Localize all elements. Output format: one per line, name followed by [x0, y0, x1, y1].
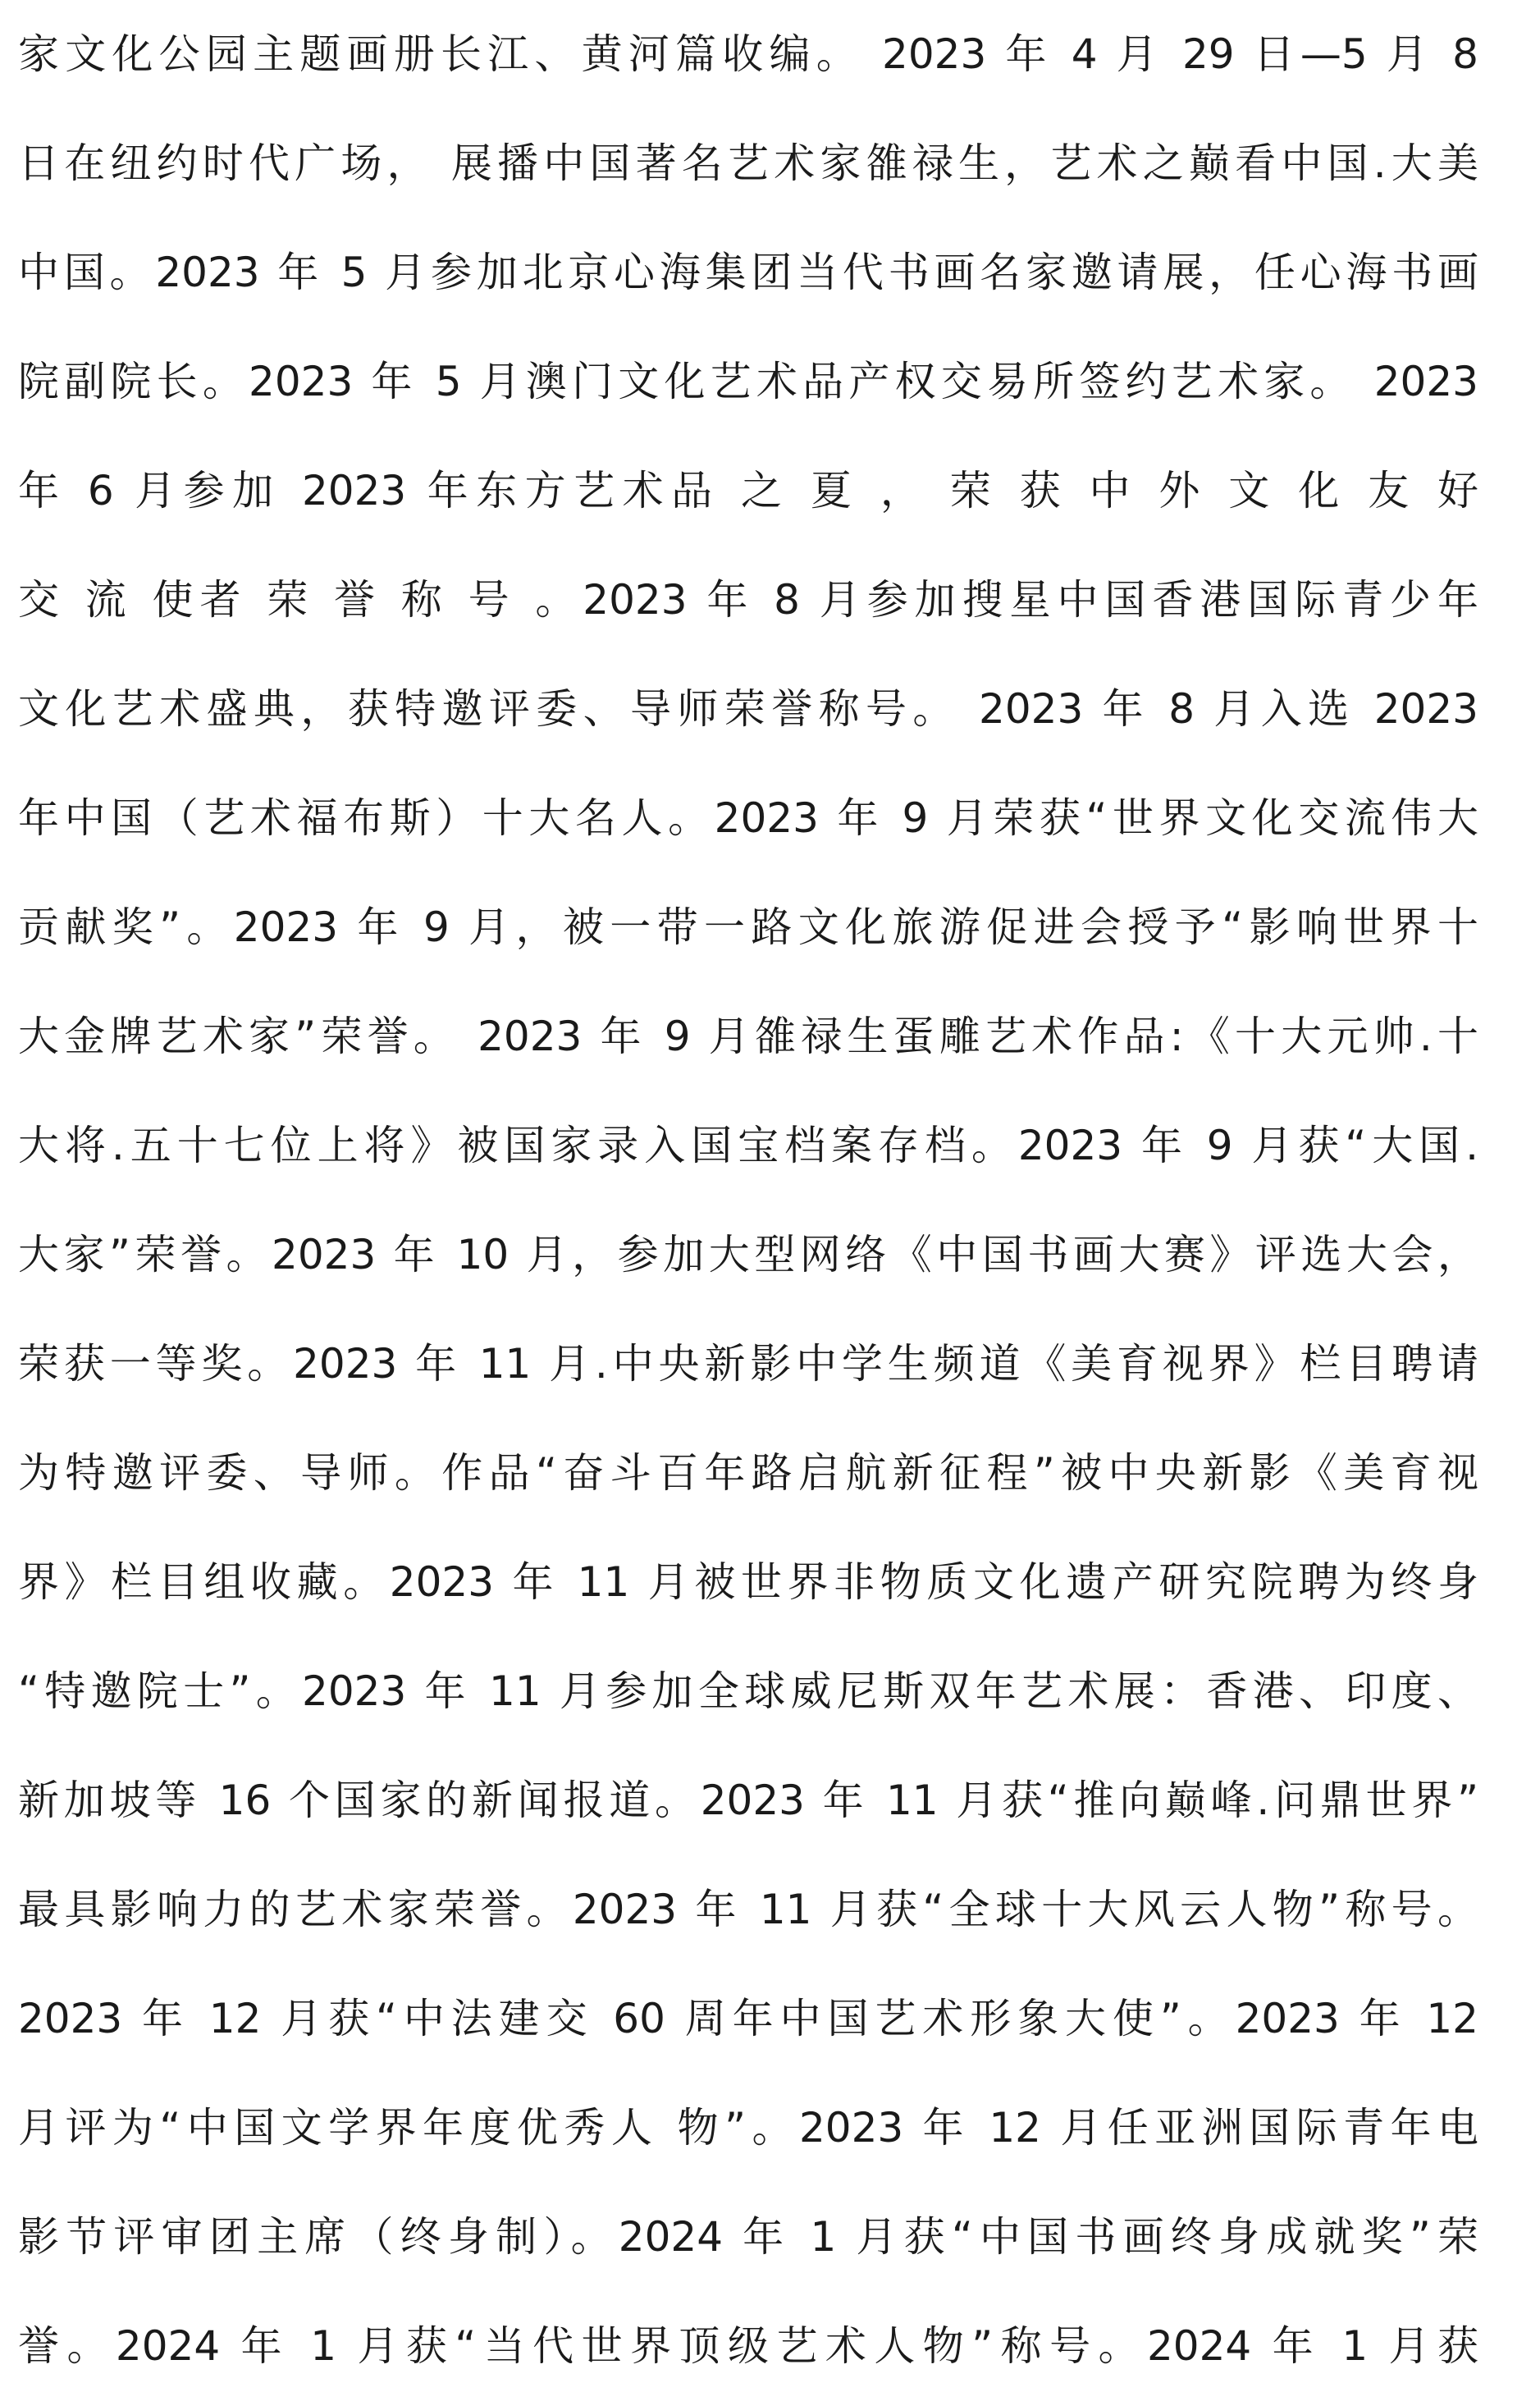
text-line: 家文化公园主题画册长江、黄河篇收编。 2023 年 4 月 29 日—5 月 8 — [18, 30, 1478, 78]
text-line: “特邀院士”。2023 年 11 月参加全球威尼斯双年艺术展：香港、印度、 — [18, 1667, 1478, 1715]
text-line: 日在纽约时代广场， 展播中国著名艺术家雒禄生，艺术之巅看中国.大美 — [18, 139, 1478, 187]
text-line: 大金牌艺术家”荣誉。 2023 年 9 月雒禄生蛋雕艺术作品:《十大元帅.十 — [18, 1013, 1478, 1060]
text-line: 新加坡等 16 个国家的新闻报道。2023 年 11 月获“推向巅峰.问鼎世界” — [18, 1777, 1478, 1824]
text-line: 大将.五十七位上将》被国家录入国宝档案存档。2023 年 9 月获“大国. — [18, 1122, 1478, 1169]
text-line: 2023 年 12 月获“中法建交 60 周年中国艺术形象大使”。2023 年 12 — [18, 1995, 1478, 2042]
text-line: 月评为“中国文学界年度优秀人 物”。2023 年 12 月任亚洲国际青年电 — [18, 2104, 1478, 2152]
text-line: 最具影响力的艺术家荣誉。2023 年 11 月获“全球十大风云人物”称号。 — [18, 1886, 1478, 1933]
text-line: 为特邀评委、导师。作品“奋斗百年路启航新征程”被中央新影《美育视 — [18, 1449, 1478, 1497]
text-line: 中国。2023 年 5 月参加北京心海集团当代书画名家邀请展，任心海书画 — [18, 249, 1478, 296]
text-line: 交 流 使者 荣 誉 称 号 。2023 年 8 月参加搜星中国香港国际青少年 — [18, 576, 1478, 624]
text-line: 影节评审团主席（终身制）。2024 年 1 月获“中国书画终身成就奖”荣 — [18, 2213, 1478, 2261]
text-line: 文化艺术盛典，获特邀评委、导师荣誉称号。 2023 年 8 月入选 2023 — [18, 685, 1478, 733]
text-line: 年 6 月参加 2023 年东方艺术品 之 夏 ， 荣 获 中 外 文 化 友 好 — [18, 467, 1478, 514]
text-line: 荣获一等奖。2023 年 11 月.中央新影中学生频道《美育视界》栏目聘请 — [18, 1340, 1478, 1388]
text-line: 贡献奖”。2023 年 9 月，被一带一路文化旅游促进会授予“影响世界十 — [18, 903, 1478, 951]
text-line: 界》栏目组收藏。2023 年 11 月被世界非物质文化遗产研究院聘为终身 — [18, 1558, 1478, 1606]
biography-text — [18, 0, 1478, 2401]
text-line: 大家”荣誉。2023 年 10 月，参加大型网络《中国书画大赛》评选大会， — [18, 1231, 1478, 1278]
text-line: 院副院长。2023 年 5 月澳门文化艺术品产权交易所签约艺术家。 2023 — [18, 358, 1478, 405]
text-line: 年中国（艺术福布斯）十大名人。2023 年 9 月荣获“世界文化交流伟大 — [18, 794, 1478, 842]
text-line: 誉。2024 年 1 月获“当代世界顶级艺术人物”称号。2024 年 1 月获 — [18, 2322, 1478, 2370]
